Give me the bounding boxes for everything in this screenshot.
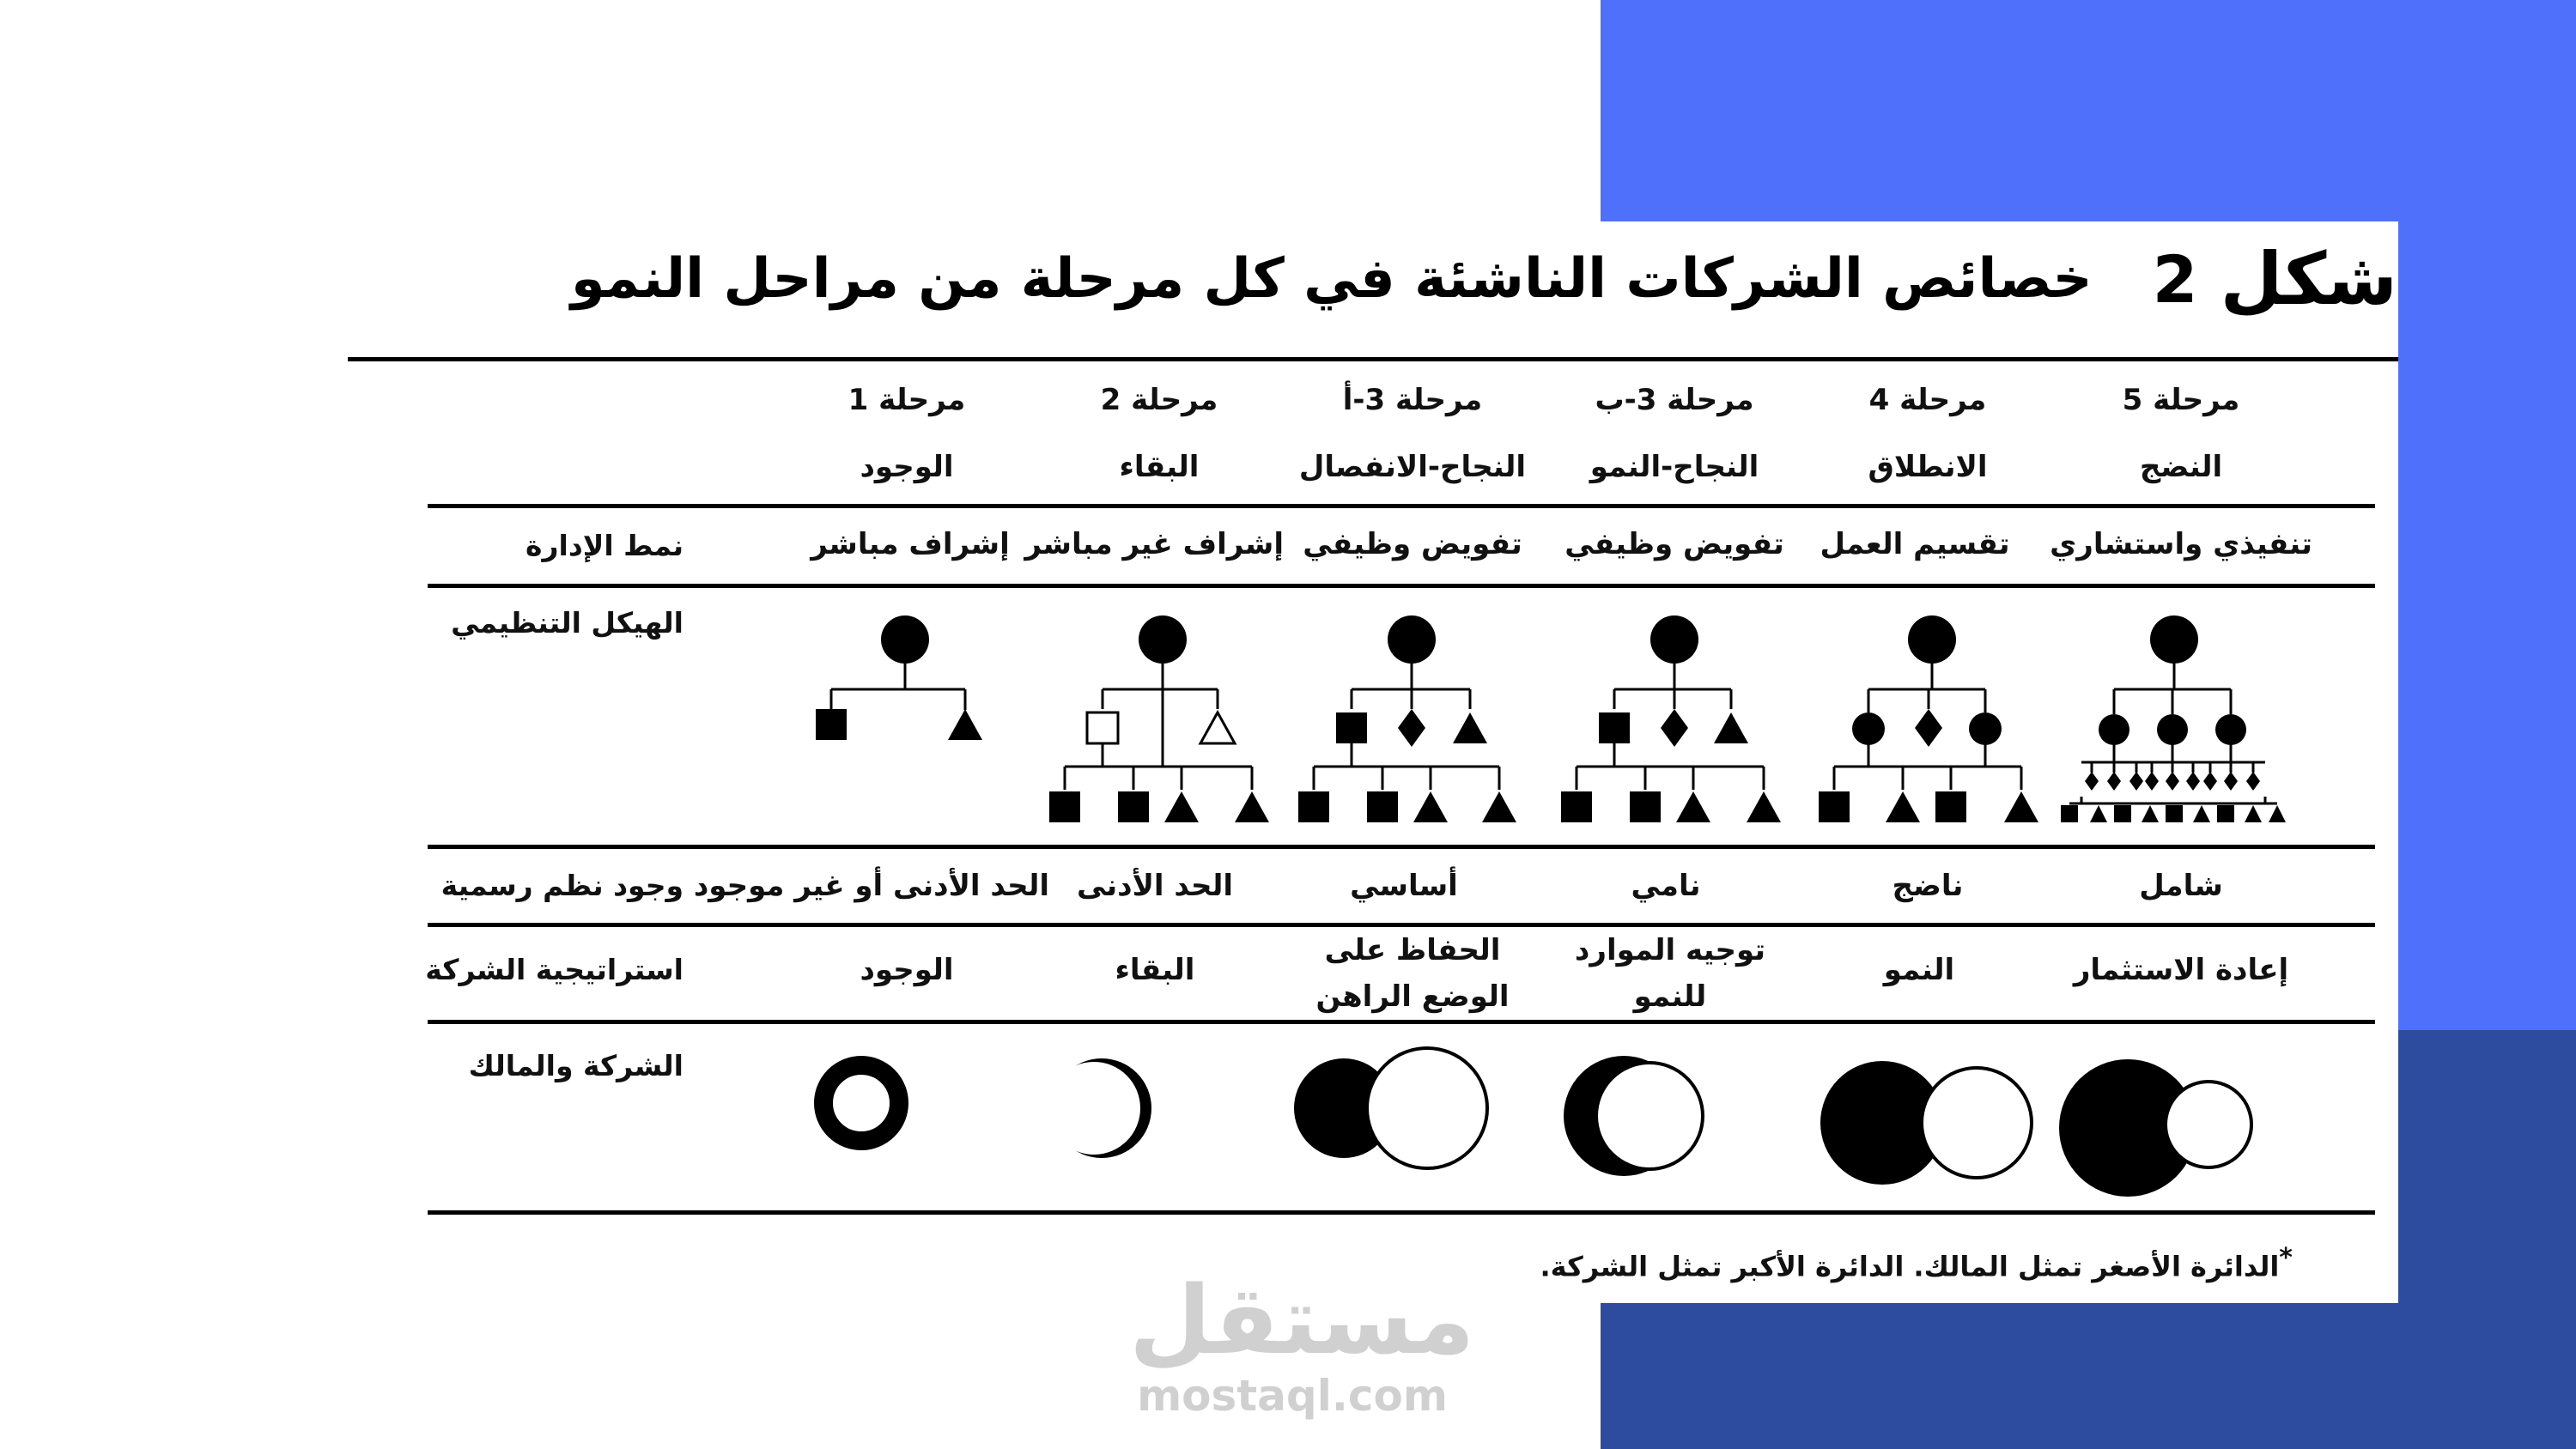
owner-circle-icon bbox=[1048, 1062, 1140, 1155]
systems-stage-4: ناضج bbox=[1892, 869, 1964, 903]
org-node-triangle-icon bbox=[2142, 805, 2159, 822]
org-node-circle-icon bbox=[2157, 714, 2188, 745]
figure-label: شكل bbox=[2220, 237, 2397, 321]
org-node-square-icon bbox=[2217, 805, 2234, 822]
org-node-diamond-icon bbox=[1915, 709, 1942, 747]
org-node-owner-icon bbox=[881, 615, 929, 664]
org-node-circle-icon bbox=[2099, 714, 2129, 745]
owner-circle-icon bbox=[1367, 1048, 1487, 1168]
org-node-circle-icon bbox=[2215, 714, 2246, 745]
strategy-stage-5: إعادة الاستثمار bbox=[2073, 953, 2289, 987]
management-stage-2: إشراف غير مباشر bbox=[1024, 527, 1284, 561]
watermark-latin: mostaql.com bbox=[1137, 1371, 1448, 1421]
org-node-circle-icon bbox=[1852, 712, 1885, 745]
owner-company-circles bbox=[823, 1048, 2251, 1197]
org-node-square-icon bbox=[1336, 712, 1367, 743]
org-node-square-icon bbox=[1561, 791, 1592, 822]
org-node-circle-icon bbox=[1969, 712, 2002, 745]
org-node-triangle-icon bbox=[1747, 791, 1781, 822]
org-node-square-icon bbox=[1819, 791, 1850, 822]
figure-number: 2 bbox=[2152, 240, 2198, 318]
owner-company-icon-stage-1 bbox=[823, 1065, 899, 1141]
org-node-square-icon bbox=[1367, 791, 1398, 822]
org-node-triangle-icon bbox=[2269, 805, 2286, 822]
org-node-square-outline-icon bbox=[1087, 712, 1118, 743]
org-node-triangle-icon bbox=[948, 709, 982, 740]
org-node-triangle-icon bbox=[2004, 791, 2038, 822]
org-node-triangle-icon bbox=[1164, 791, 1199, 822]
systems-stage-3a: أساسي bbox=[1350, 869, 1458, 903]
org-node-diamond-icon bbox=[2129, 772, 2143, 791]
org-node-square-icon bbox=[816, 709, 847, 740]
owner-circle-icon bbox=[1596, 1063, 1703, 1169]
management-stage-5: تنفيذي واستشاري bbox=[2050, 527, 2312, 561]
org-node-square-icon bbox=[1118, 791, 1149, 822]
stage-1-name: الوجود bbox=[860, 450, 954, 484]
org-node-diamond-icon bbox=[1398, 709, 1425, 747]
org-node-owner-icon bbox=[1908, 615, 1956, 664]
org-node-triangle-icon bbox=[1235, 791, 1269, 822]
strategy-stage-2: البقاء bbox=[1115, 953, 1195, 987]
org-node-diamond-icon bbox=[2186, 772, 2200, 791]
org-node-triangle-icon bbox=[2245, 805, 2262, 822]
org-node-square-icon bbox=[2114, 805, 2131, 822]
stage-5-name: النضج bbox=[2139, 450, 2223, 484]
management-stage-3a: تفويض وظيفي bbox=[1303, 527, 1522, 561]
systems-stage-5: شامل bbox=[2139, 869, 2223, 903]
stage-3a-number: مرحلة 3-أ bbox=[1342, 383, 1483, 417]
watermark-arabic: مستقل bbox=[1129, 1265, 1475, 1375]
stage-1-number: مرحلة 1 bbox=[848, 383, 966, 417]
org-node-triangle-icon bbox=[2090, 805, 2107, 822]
org-node-triangle-icon bbox=[1714, 712, 1748, 743]
org-node-diamond-icon bbox=[2203, 772, 2217, 791]
stage-2-number: مرحلة 2 bbox=[1100, 383, 1218, 417]
management-stage-1: إشراف مباشر bbox=[811, 527, 1010, 561]
org-node-owner-icon bbox=[2150, 615, 2198, 664]
footnote bbox=[1540, 1243, 2293, 1283]
org-node-triangle-icon bbox=[1676, 791, 1710, 822]
org-node-square-icon bbox=[1630, 791, 1661, 822]
stage-2-name: البقاء bbox=[1119, 450, 1200, 484]
strategy-stage-4: النمو bbox=[1883, 953, 1955, 987]
footnote-text: الدائرة الأصغر تمثل المالك. الدائرة الأكبر تمثل الشركة. bbox=[1540, 1250, 2280, 1283]
watermark bbox=[1129, 1265, 1475, 1421]
org-node-square-icon bbox=[1599, 712, 1630, 743]
org-node-diamond-icon bbox=[2107, 772, 2121, 791]
org-node-square-icon bbox=[2166, 805, 2183, 822]
org-node-diamond-icon bbox=[2246, 772, 2260, 791]
row-label-strategy: استراتيجية الشركة bbox=[425, 953, 683, 986]
systems-stage-2: الحد الأدنى bbox=[1077, 869, 1233, 903]
org-node-square-icon bbox=[1049, 791, 1080, 822]
org-node-square-icon bbox=[1298, 791, 1329, 822]
org-node-owner-icon bbox=[1388, 615, 1436, 664]
org-node-diamond-icon bbox=[1661, 709, 1688, 747]
footnote-mark: * bbox=[2279, 1243, 2293, 1273]
systems-stage-3b: نامي bbox=[1631, 869, 1701, 903]
stage-4-name: الانطلاق bbox=[1868, 450, 1988, 484]
owner-circle-icon bbox=[1922, 1068, 2032, 1178]
org-node-square-icon bbox=[2061, 805, 2078, 822]
org-node-triangle-icon bbox=[2193, 805, 2210, 822]
owner-circle-icon bbox=[2166, 1082, 2251, 1167]
stage-4-number: مرحلة 4 bbox=[1868, 383, 1987, 417]
stage-5-number: مرحلة 5 bbox=[2122, 383, 2240, 417]
org-node-owner-icon bbox=[1650, 615, 1698, 664]
org-node-triangle-outline-icon bbox=[1200, 712, 1235, 743]
org-node-diamond-icon bbox=[2224, 772, 2238, 791]
systems-stage-1: الحد الأدنى أو غير موجود bbox=[693, 869, 1049, 903]
row-label-owner: الشركة والمالك bbox=[468, 1049, 683, 1082]
strategy-stage-3b: توجيه الموارد للنمو bbox=[1574, 933, 1766, 1014]
row-label-systems: وجود نظم رسمية bbox=[440, 869, 683, 902]
management-stage-4: تقسيم العمل bbox=[1820, 527, 2010, 561]
org-node-diamond-icon bbox=[2166, 772, 2179, 791]
management-stage-3b: تفويض وظيفي bbox=[1564, 527, 1784, 561]
strategy-stage-1: الوجود bbox=[860, 953, 954, 987]
org-chart-connectors bbox=[831, 640, 2277, 803]
figure-title-text: خصائص الشركات الناشئة في كل مرحلة من مراحل النمو bbox=[570, 247, 2093, 311]
org-node-owner-icon bbox=[1139, 615, 1187, 664]
org-node-triangle-icon bbox=[1413, 791, 1448, 822]
stage-3a-name: النجاح-الانفصال bbox=[1298, 450, 1527, 484]
org-node-triangle-icon bbox=[1482, 791, 1516, 822]
row-label-structure: الهيكل التنظيمي bbox=[451, 606, 683, 640]
org-node-square-icon bbox=[1935, 791, 1966, 822]
org-node-diamond-icon bbox=[2085, 772, 2099, 791]
row-label-management: نمط الإدارة bbox=[526, 529, 683, 562]
org-node-triangle-icon bbox=[1453, 712, 1487, 743]
org-node-diamond-icon bbox=[2145, 772, 2159, 791]
org-chart-shapes bbox=[816, 615, 2286, 822]
stage-3b-number: مرحلة 3-ب bbox=[1595, 383, 1754, 417]
stage-3b-name: النجاح-النمو bbox=[1589, 450, 1759, 484]
strategy-stage-3a: الحفاظ على الوضع الراهن bbox=[1315, 933, 1510, 1014]
org-node-triangle-icon bbox=[1886, 791, 1920, 822]
